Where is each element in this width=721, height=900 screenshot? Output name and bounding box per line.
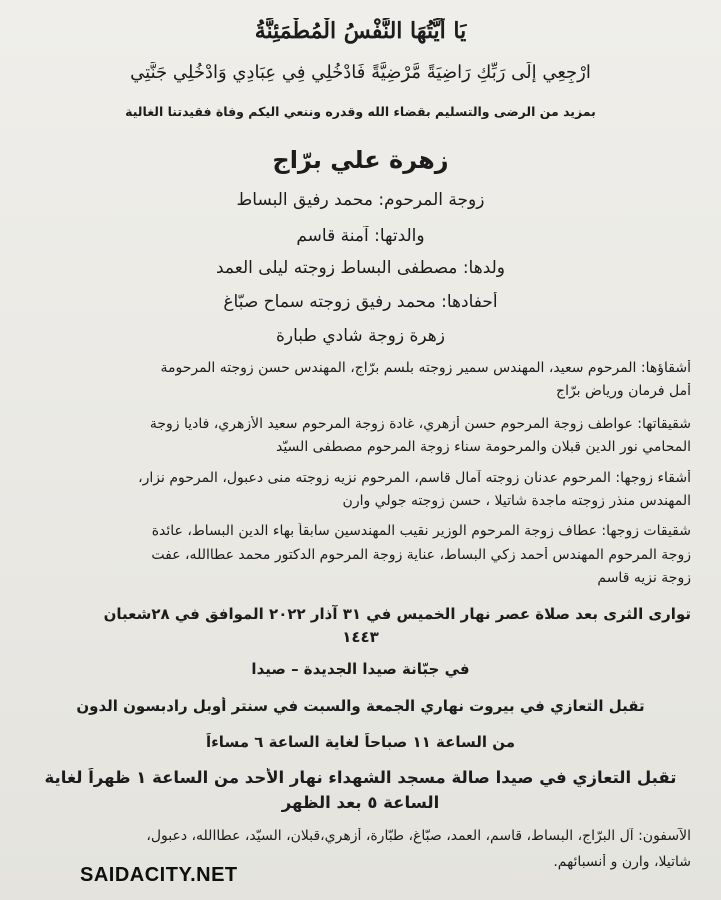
grandchildren-line-1: أحفادها: محمد رفيق زوجته سماح صبّاغ <box>223 292 498 312</box>
brothers-line-2: أمل فرمان ورياض برّاج <box>556 383 691 399</box>
funeral-line-2: ١٤٤٣ <box>342 628 379 646</box>
quran-verse-line-2: ارْجِعِي إِلَى رَبِّكِ رَاضِيَةً مَّرْضِيَّةً فَادْخُلِي فِي عِبَادِي وَادْخُلِي جَنَّتِي <box>130 62 591 83</box>
husband-sisters-line-1: شقيقات زوجها: عطاف زوجة المرحوم الوزير نقيب المهندسين سابقاً بهاء الدين البساط، عائدة <box>151 523 691 539</box>
site-watermark: SAIDACITY.NET <box>80 864 238 886</box>
mourners-line-2: شاتيلا، وارن و أنسبائهم. <box>553 854 691 870</box>
deceased-name: زهرة علي برّاج <box>272 146 449 174</box>
husband-sisters-line-3: زوجة نزيه قاسم <box>597 570 691 586</box>
funeral-line-1: توارى الثرى بعد صلاة عصر نهار الخميس في ٣١ آذار ٢٠٢٢ الموافق في ٢٨شعبان <box>103 605 691 623</box>
husband-brothers-line-1: أشقاء زوجها: المرحوم عدنان زوجته آمال قاسم، المرحوم نزيه زوجته منى دعبول، المرحوم نزار، <box>138 470 691 486</box>
condolences-saida-line-2: الساعة ٥ بعد الظهر <box>281 793 440 812</box>
mourners-line-1: الآسفون: آل البرّاج، البساط، قاسم، العمد، صبّاغ، طبّارة، أزهري،قبلان، السيّد، عطاالله، دعبول، <box>146 828 691 844</box>
intro-text: بمزيد من الرضى والتسليم بقضاء الله وقدره وننعي اليكم وفاة فقيدتنا الغالية <box>125 104 596 119</box>
mother-line: والدتها: آمنة قاسم <box>296 226 425 246</box>
sisters-line-2: المحامي نور الدين قبلان والمرحومة سناء زوجة المرحوم مصطفى السيّد <box>275 439 691 455</box>
cemetery-line: في جبّانة صيدا الجديدة – صيدا <box>251 660 470 678</box>
son-line: ولدها: مصطفى البساط زوجته ليلى العمد <box>216 258 505 278</box>
brothers-line-1: أشقاؤها: المرحوم سعيد، المهندس سمير زوجته بلسم برّاج، المهندس حسن زوجته المرحومة <box>160 360 691 376</box>
condolences-beirut-line-1: تقبل التعازي في بيروت نهاري الجمعة والسبت في سنتر أوبل رادبسون الدون <box>76 697 645 715</box>
husband-sisters-line-2: زوجة المرحوم المهندس أحمد زكي البساط، عناية زوجة المرحوم الدكتور محمد عطاالله، عفت <box>151 547 691 563</box>
sisters-line-1: شقيقاتها: عواطف زوجة المرحوم حسن أزهري، غادة زوجة المرحوم سعيد الأزهري، فاديا زوجة <box>149 416 691 432</box>
husband-line: زوجة المرحوم: محمد رفيق البساط <box>236 190 485 210</box>
condolences-saida-line-1: تقبل التعازي في صيدا صالة مسجد الشهداء نهار الأحد من الساعة ١ ظهراً لغاية <box>44 768 677 787</box>
condolences-beirut-line-2: من الساعة ١١ صباحاً لغاية الساعة ٦ مساءاً <box>206 733 515 751</box>
quran-verse-line-1: يَا أَيَّتُهَا النَّفْسُ الْمُطْمَئِنَّةُ <box>254 18 467 44</box>
grandchildren-line-2: زهرة زوجة شادي طبارة <box>276 326 445 346</box>
husband-brothers-line-2: المهندس منذر زوجته ماجدة شاتيلا ، حسن زوجته جولي وارن <box>342 493 691 509</box>
